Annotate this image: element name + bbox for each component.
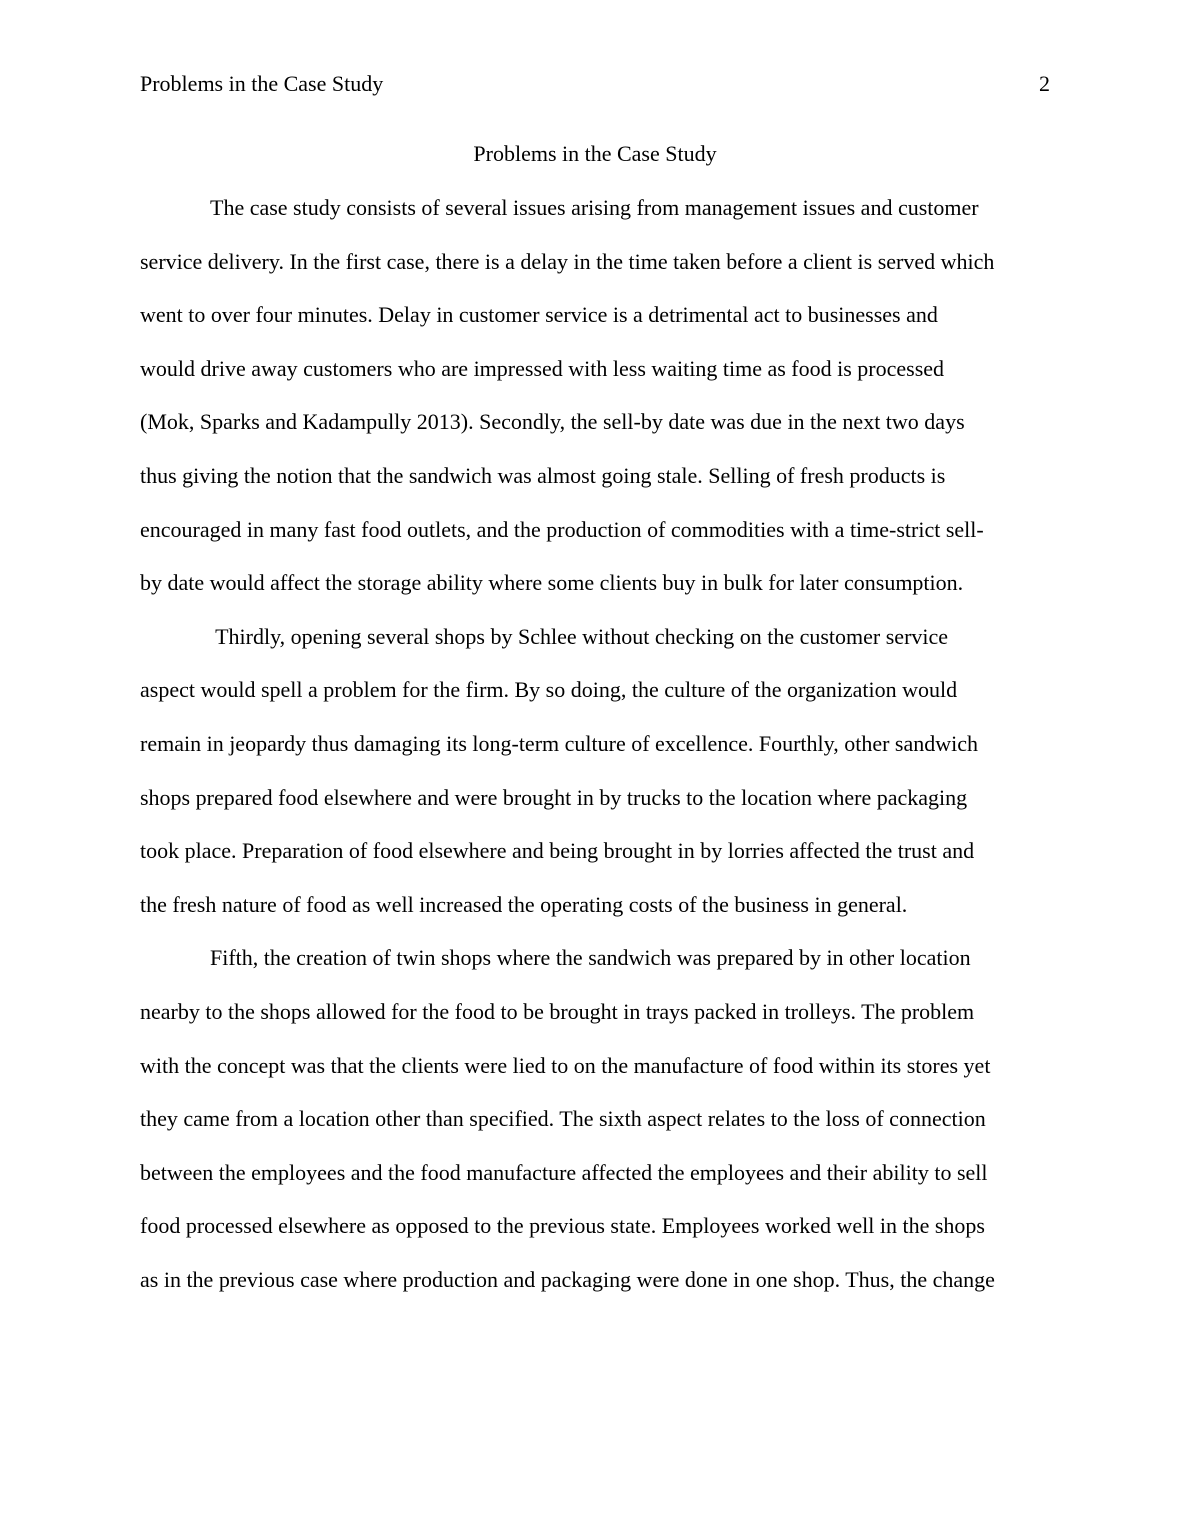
page-header [140,70,1050,98]
document-title: Problems in the Case Study [473,141,717,166]
paragraph-1-line: (Mok, Sparks and Kadampully 2013). Secondly, the sell-by date was due in the next two days [140,409,965,435]
paragraph-1-line: would drive away customers who are impressed with less waiting time as food is processed [140,355,945,381]
paragraph-2-line: aspect would spell a problem for the firm. By so doing, the culture of the organization would [140,677,958,703]
paragraph-2-line: took place. Preparation of food elsewhere and being brought in by lorries affected the trust and [140,838,975,864]
page-number: 2 [1039,71,1050,96]
paragraph-1-line: service delivery. In the first case, there is a delay in the time taken before a client is served which [140,248,995,274]
paragraph-3-line: they came from a location other than specified. The sixth aspect relates to the loss of connection [140,1106,986,1132]
paragraph-3-line: Fifth, the creation of twin shops where the sandwich was prepared by in other location [210,945,971,971]
paragraph-1-line: thus giving the notion that the sandwich was almost going stale. Selling of fresh products is [140,462,946,488]
body-text [140,181,1070,1306]
running-head: Problems in the Case Study [140,71,384,96]
paragraph-2-line: the fresh nature of food as well increased the operating costs of the business in general. [140,891,908,917]
paragraph-1-line: encouraged in many fast food outlets, and the production of commodities with a time-strict sell- [140,516,984,542]
paragraph-2-line: remain in jeopardy thus damaging its long-term culture of excellence. Fourthly, other sandwich [140,730,978,756]
paragraph-3-line: food processed elsewhere as opposed to the previous state. Employees worked well in the shops [140,1213,985,1239]
paragraph-2-line: Thirdly, opening several shops by Schlee without checking on the customer service [210,623,949,649]
paragraph-3-line: as in the previous case where production and packaging were done in one shop. Thus, the change [140,1266,995,1292]
paragraph-3-line: between the employees and the food manufacture affected the employees and their ability to sell [140,1159,988,1185]
paragraph-1-line: The case study consists of several issues arising from management issues and customer [210,195,979,220]
paragraph-1-line: by date would affect the storage ability where some clients buy in bulk for later consumption. [140,570,964,596]
paragraph-3-line: nearby to the shops allowed for the food to be brought in trays packed in trolleys. The problem [140,998,975,1024]
paragraph-2-line: shops prepared food elsewhere and were brought in by trucks to the location where packaging [140,784,968,810]
paragraph-3-line: with the concept was that the clients were lied to on the manufacture of food within its stores yet [140,1052,991,1078]
paragraph-1-line: went to over four minutes. Delay in customer service is a detrimental act to businesses and [140,302,938,328]
